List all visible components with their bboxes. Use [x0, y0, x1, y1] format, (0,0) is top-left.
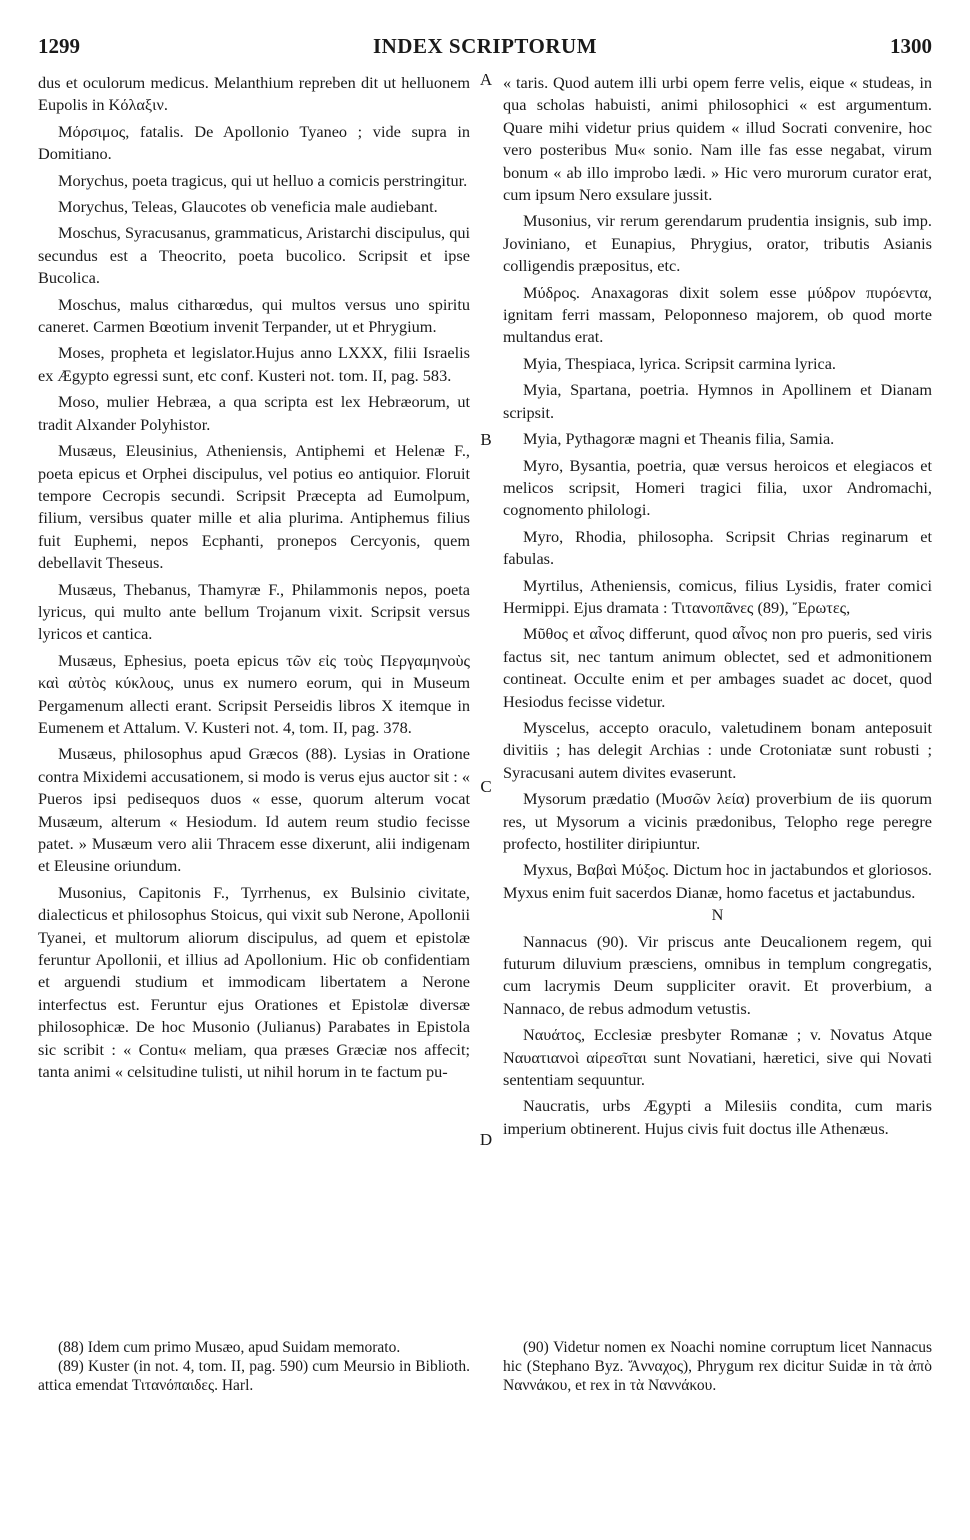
margin-letter-d: D: [479, 1130, 493, 1149]
entry: Moses, propheta et legislator.Hujus anno LXXX, filii Israelis ex Ægypto egressi sunt, etc conf. Kusteri not. tom. II, pag. 583.: [38, 343, 470, 385]
margin-letter-c: C: [480, 777, 492, 796]
footnotes-left: [38, 1338, 470, 1395]
entry: Μύδρος. Anaxagoras dixit solem esse μύδρον πυρόεντα, ignitam ferri massam, Peloponneso majorem, ob quod morte multandus erat.: [503, 282, 932, 347]
entry: Moschus, Syracusanus, grammaticus, Aristarchi discipulus, qui secundus est a Theocrito, poeta bucolico. Scripsit et ipse Bucolica.: [38, 223, 470, 288]
entry: Μόρσιμος, fatalis. De Apollonio Tyaneo ; vide supra in Domitiano.: [38, 121, 470, 164]
entry: Myia, Pythagoræ magni et Theanis filia, Samia.: [523, 429, 835, 449]
page-number-right: 1300: [890, 34, 932, 58]
margin-letter-b: B: [480, 430, 492, 449]
footnote: (88) Idem cum primo Musæo, apud Suidam memorato.: [58, 1339, 401, 1356]
entry: Musonius, vir rerum gerendarum prudentia insignis, sub imp. Joviniano, et Eunapius, Phrygius, orator, tributis Asianis colligendis præpositus, etc.: [503, 211, 932, 276]
entry: Myia, Thespiaca, lyrica. Scripsit carmina lyrica.: [523, 353, 837, 373]
entry: Musæus, Eleusinius, Atheniensis, Antiphemi et Helenæ F., poeta epicus et Orphei discipulus, vel potius eo antiquior. Floruit tempore Cecropis secundi. Scripsit Præcepta ad Eumolpum, filium, versibus quater mille et alia plurima. Antiphemus filius fuit Euphemi, nepos Ecphanti, pronepos Cercyonis, quem debellavit Theseus.: [38, 441, 470, 573]
entry: Moschus, malus citharœdus, qui multos versus uno spiritu caneret. Carmen Bœotium invenit Terpander, ut et Phrygium.: [38, 294, 470, 337]
entry: Morychus, Teleas, Glaucotes ob veneficia male audiebant.: [58, 197, 438, 217]
entry: Naucratis, urbs Ægypti a Milesiis condita, cum maris imperium obtinerent. Hujus civis fuit doctus ille Athenæus.: [503, 1096, 932, 1138]
running-title: INDEX SCRIPTORUM: [372, 34, 598, 58]
entry: Nannacus (90). Vir priscus ante Deucalionem regem, qui futurum diluvium præsciens, omnibus in templum congregatis, cum lacrymis Deum suppliciter oravit. Et proverbium, a Nannaco, de rebus admodum vetustis.: [503, 931, 932, 1018]
entry: Musæus, philosophus apud Græcos (88). Lysias in Oratione contra Mixidemi accusationem, si modo is verus ejus auctor sit : « Pueros ipsi pedisequos duos « esse, quorum alterum vocat Musæum, alterum « Hesiodum. Id autem reum studio fecisse patet. » Musæum vero alii Thracem esse dixerunt, alii indigenam et Eleusine oriundum.: [38, 744, 470, 876]
entry: « taris. Quod autem illi urbi opem ferre velis, eique « studeas, in qua scholas habuisti, animi philosophici « est argumentum. Quare mihi videtur prius quidem « illud Socrati convenire, hoc vero posteribus Mu« sonio. Nam ille fas esse negabat, virum bonum « ab illo improbo lædi. » Hic vero murorum curator erat, cum ipsum Nero exsulare jussit.: [503, 73, 932, 205]
right-column: [503, 72, 932, 1140]
footnote: (90) Videtur nomen ex Noachi nomine corruptum licet Nannacus hic (Stephano Byz. Ἄνναχος), Phrygum rex dicitur Suidæ in τὰ ἀπὸ Ναννάκου, et rex in τὰ Ναννάκου.: [503, 1339, 932, 1394]
entry: Musæus, Ephesius, poeta epicus τῶν εἰς τοὺς Περγαμηνοὺς καὶ αὐτὸς κύκλους, unus ex numero eorum, qui in Museum Pergamenum allecti erant. Scripsit Perseidis libros X itemque in Eumenem et Attalum. V. Kusteri not. 4, tom. II, pag. 378.: [38, 650, 470, 737]
entry: Myrtilus, Atheniensis, comicus, filius Lysidis, frater comici Hermippi. Ejus dramata : Τιτανοπᾶνες (89), Ἔρωτες,: [503, 575, 932, 617]
section-letter: N: [711, 905, 724, 925]
page-number-left: 1299: [38, 34, 80, 58]
entry: Ναυάτος, Ecclesiæ presbyter Romanæ ; v. Novatus Atque Ναυατιανοὶ αἱρεσῖται sunt Novatiani, hæretici, sive qui Novati sententiam sequuntur.: [503, 1025, 932, 1090]
entry: Musæus, Thebanus, Thamyræ F., Philammonis nepos, poeta lyricus, qui multo ante bellum Trojanum vixit. Scripsit versus lyricos et cantica.: [38, 579, 470, 644]
entry: Musonius, Capitonis F., Tyrrhenus, ex Bulsinio civitate, dialecticus et philosophus Stoicus, qui vixit sub Nerone, Apollonii Tyanei, et multorum aliorum discipulus, ad quem et epistolæ feruntur Apollonii, et illius ad Apollonium. Hic ob confidentiam et arguendi studium et immodicam libertatem a Nerone interfectus est. Feruntur ejus Orationes et Epistolæ diversæ philosophicæ. De hoc Musonio (Julianus) Parabates in Epistola sic scribit : « Contu« meliam, qua præses Græciæ nos affecit; tanta animi « celsitudine tulisti, ut nihil horum in te factum pu-: [38, 882, 470, 1082]
footnote: (89) Kuster (in not. 4, tom. II, pag. 590) cum Meursio in Biblioth. attica emendat Τιτανόπαιδες. Harl.: [38, 1358, 470, 1394]
margin-letter-a: A: [479, 70, 493, 89]
entry: Myscelus, accepto oraculo, valetudinem bonam anteposuit divitiis ; has delegit Archias : unde Crotoniatæ sunt robusti ; Syracusani autem divites evaserunt.: [503, 717, 932, 782]
entry: dus et oculorum medicus. Melanthium repreben dit ut helluonem Eupolis in Κόλαξιν.: [38, 73, 470, 115]
footnotes-right: [503, 1338, 932, 1395]
entry: Μῦθος et αἶνος differunt, quod αἶνος non pro pueris, sed viris factus sit, nec tantum animum oblectet, sed et admonitionem contineat. Occulte enim et per ambages suadet ac docet, quod Hesiodus fecisse videtur.: [503, 624, 932, 711]
entry: Myxus, Βαβαὶ Μύξος. Dictum hoc in jactabundos et gloriosos. Myxus enim fuit sacerdos Dianæ, homo facetus et jactabundus.: [503, 860, 932, 902]
entry: Myro, Bysantia, poetria, quæ versus heroicos et elegiacos et melicos scripsit, Homeri tragici filia, uxor Andromachi, cognomento philologi.: [503, 455, 932, 520]
entry: Morychus, poeta tragicus, qui ut helluo a comicis perstringitur.: [58, 170, 468, 190]
entry: Myia, Spartana, poetria. Hymnos in Apollinem et Dianam scripsit.: [503, 380, 932, 422]
page-header: [38, 34, 932, 60]
entry: Mysorum prædatio (Μυσῶν λεία) proverbium de iis quorum res, ut Mysorum a vicinis prædonibus, Telopho rege peregre profecto, hostiliter diripiuntur.: [503, 789, 932, 853]
entry: Myro, Rhodia, philosopha. Scripsit Chrias reginarum et fabulas.: [503, 526, 932, 569]
left-column: [38, 72, 470, 1083]
entry: Moso, mulier Hebræa, a qua scripta est lex Hebræorum, ut tradit Alxander Polyhistor.: [38, 392, 470, 434]
